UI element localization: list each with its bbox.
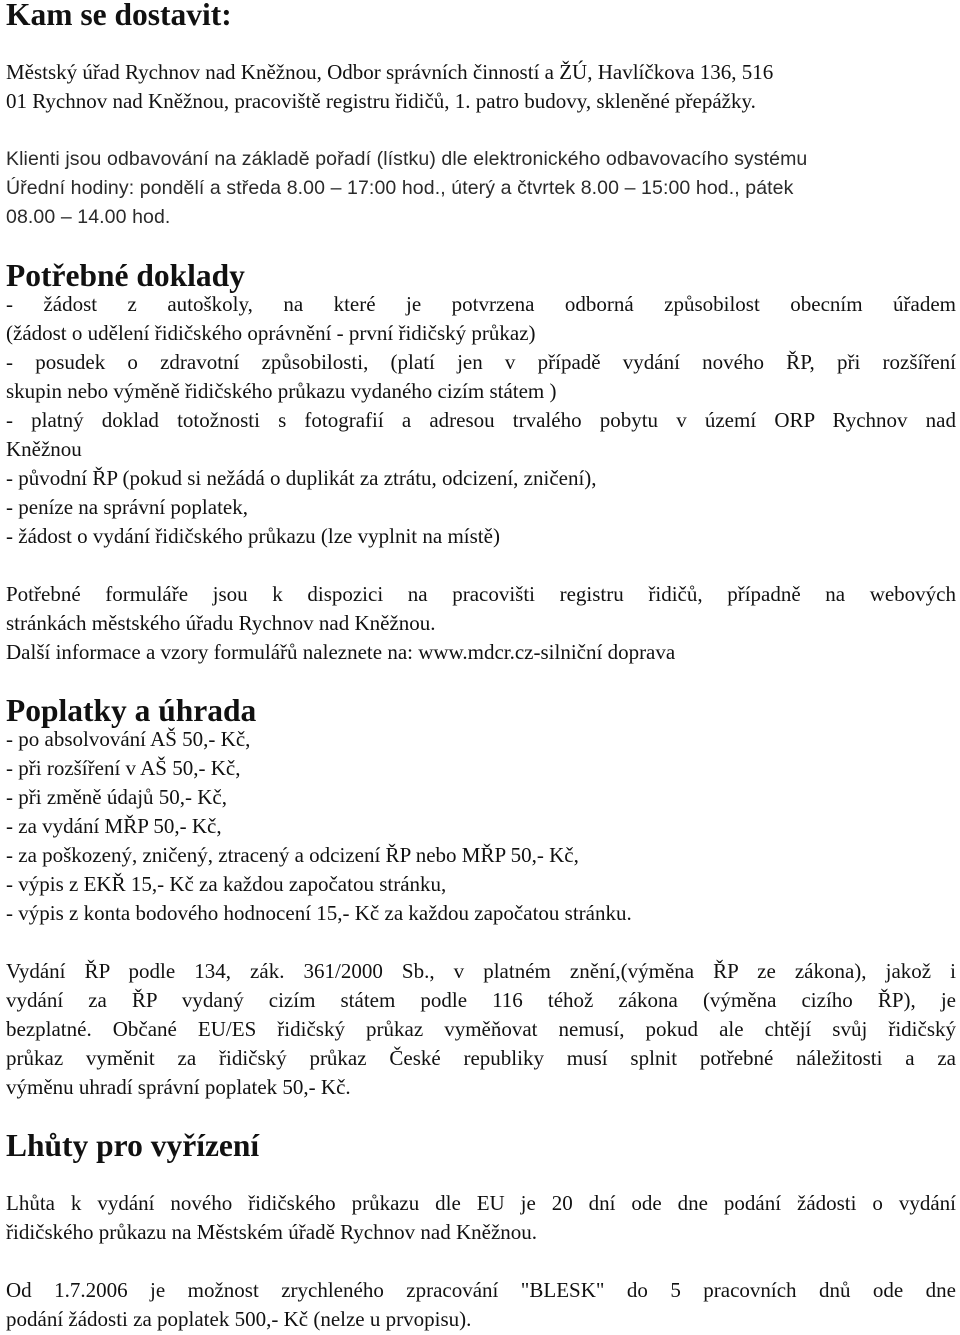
office-hours-paragraph — [6, 145, 956, 232]
list-item: - za poškozený, zničený, ztracený a odcizení ŘP nebo MŘP 50,- Kč, — [6, 843, 579, 867]
express-line: podání žádosti za poplatek 500,- Kč (nelze u prvopisu). — [6, 1307, 472, 1331]
express-line: Od 1.7.2006 je možnost zrychleného zpracování "BLESK" do 5 pracovních dnů ode dne — [6, 1278, 956, 1302]
list-item: Kněžnou — [6, 437, 82, 461]
more-info-line: Další informace a vzory formulářů naleznete na: www.mdcr.cz-silniční doprava — [6, 640, 676, 664]
list-item: - výpis z EKŘ 15,- Kč za každou započatou stránku, — [6, 872, 447, 896]
section-getting-there — [6, 0, 956, 232]
deadline-line: Lhůta k vydání nového řidičského průkazu dle EU je 20 dní ode dne podání žádosti o vydání — [6, 1191, 956, 1215]
issue-line: průkaz vyměnit za řidičský průkaz České republiky musí splnit potřebné náležitosti a za — [6, 1046, 956, 1070]
list-item: - za vydání MŘP 50,- Kč, — [6, 814, 222, 838]
getting-there-heading: Kam se dostavit: — [6, 0, 232, 32]
hours-line: Klienti jsou odbavování na základě pořadí (lístku) dle elektronického odbavovacího systému — [6, 148, 808, 170]
list-item: - výpis z konta bodového hodnocení 15,- Kč za každou započatou stránku. — [6, 901, 632, 925]
issue-line: Vydání ŘP podle 134, zák. 361/2000 Sb., v platném znění,(výměna ŘP ze zákona), jakož i — [6, 959, 956, 983]
documents-list — [6, 290, 956, 551]
forms-line: stránkách městského úřadu Rychnov nad Kněžnou. — [6, 611, 436, 635]
list-item: - peníze na správní poplatek, — [6, 495, 248, 519]
license-issue-paragraph — [6, 957, 956, 1102]
express-paragraph — [6, 1276, 956, 1334]
address-line: 01 Rychnov nad Kněžnou, pracoviště registru řidičů, 1. patro budovy, skleněné přepážky. — [6, 89, 756, 113]
deadline-paragraph — [6, 1189, 956, 1247]
list-item: - žádost z autoškoly, na které je potvrzena odborná způsobilost obecním úřadem — [6, 292, 956, 316]
deadline-line: řidičského průkazu na Městském úřadě Rychnov nad Kněžnou. — [6, 1220, 538, 1244]
issue-line: bezplatné. Občané EU/ES řidičský průkaz vyměňovat nemusí, pokud ale chtějí svůj řidičský — [6, 1017, 956, 1041]
fees-list — [6, 725, 956, 928]
issue-line: vydání za ŘP vydaný cizím státem podle 116 téhož zákona (výměna cizího ŘP), je — [6, 988, 956, 1012]
address-line: Městský úřad Rychnov nad Kněžnou, Odbor správních činností a ŽÚ, Havlíčkova 136, 516 — [6, 60, 774, 84]
list-item: - původní ŘP (pokud si nežádá o duplikát za ztrátu, odcizení, zničení), — [6, 466, 597, 490]
forms-line: Potřebné formuláře jsou k dispozici na pracovišti registru řidičů, případně na webových — [6, 582, 956, 606]
section-deadlines — [6, 1128, 956, 1334]
forms-paragraph — [6, 580, 956, 667]
list-item: - platný doklad totožnosti s fotografií a adresou trvalého pobytu v území ORP Rychnov nad — [6, 408, 956, 432]
address-paragraph — [6, 58, 956, 116]
required-documents-heading: Potřebné doklady — [6, 258, 245, 293]
list-item: - žádost o vydání řidičského průkazu (lze vyplnit na místě) — [6, 524, 500, 548]
list-item: - při změně údajů 50,- Kč, — [6, 785, 228, 809]
fees-heading: Poplatky a úhrada — [6, 693, 257, 728]
list-item: - při rozšíření v AŠ 50,- Kč, — [6, 756, 241, 780]
deadlines-heading: Lhůty pro vyřízení — [6, 1128, 260, 1163]
list-item: - posudek o zdravotní způsobilosti, (platí jen v případě vydání nového ŘP, při rozšíření — [6, 350, 956, 374]
hours-line: 08.00 – 14.00 hod. — [6, 206, 171, 228]
section-fees — [6, 693, 956, 1102]
list-item: - po absolvování AŠ 50,- Kč, — [6, 727, 251, 751]
section-required-documents — [6, 258, 956, 667]
list-item: (žádost o udělení řidičského oprávnění - první řidičský průkaz) — [6, 321, 536, 345]
document-page — [6, 0, 956, 1334]
issue-line: výměnu uhradí správní poplatek 50,- Kč. — [6, 1075, 351, 1099]
list-item: skupin nebo výměně řidičského průkazu vydaného cizím státem ) — [6, 379, 557, 403]
hours-line: Úřední hodiny: pondělí a středa 8.00 – 17:00 hod., úterý a čtvrtek 8.00 – 15:00 hod., pátek — [6, 177, 794, 199]
